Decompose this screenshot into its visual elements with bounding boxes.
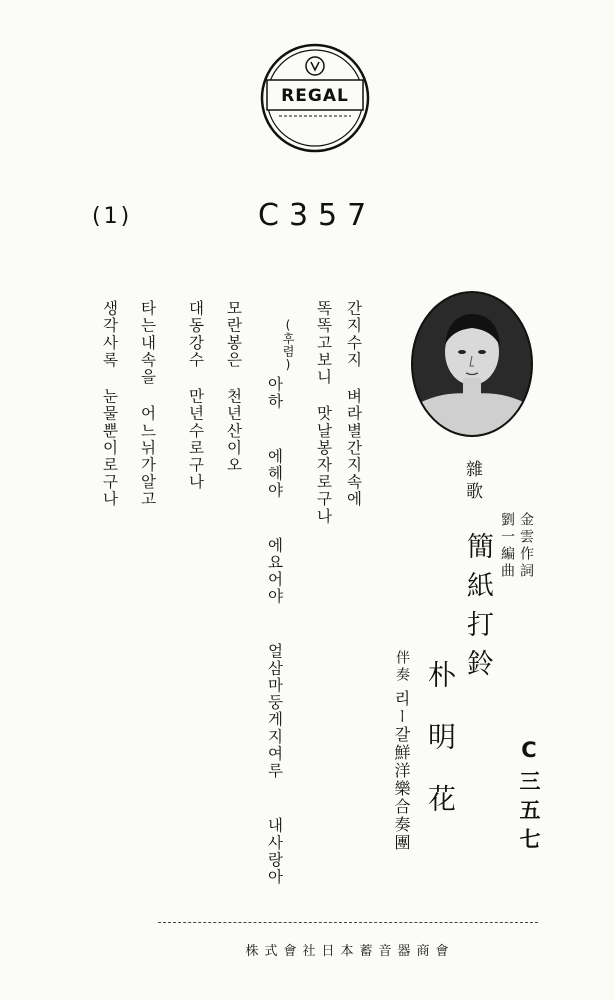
accompaniment-band: 리ー갈鮮洋樂合奏團: [392, 690, 411, 852]
accompaniment-label: 伴奏: [394, 650, 410, 684]
lyric-line: 타는내속을 어느뉘가알고: [138, 300, 157, 508]
song-title: 簡紙打鈴: [462, 532, 493, 688]
singer-portrait: [410, 290, 534, 438]
genre: 雜歌: [462, 460, 482, 504]
publisher: 株式會社日本蓄音器商會: [245, 944, 455, 959]
side-number: (1): [92, 204, 133, 229]
chorus-label: (후렴): [281, 318, 295, 372]
portrait-image: [410, 290, 534, 438]
lyric-line: 똑똑고보니 맛날봉자로구나: [314, 300, 333, 525]
lyric-line: 생각사록 눈물뿐이로구나: [100, 300, 119, 508]
singer-name: 朴明花: [424, 660, 457, 846]
catalog-number: C357: [258, 198, 377, 233]
arranger-credit: 劉一編曲: [499, 512, 515, 580]
lyric-line: 모란봉은 천년산이오: [224, 300, 243, 474]
lyricist-credit: 金雲作詞: [518, 512, 534, 580]
lyric-line: 대동강수 만년수로구나: [186, 300, 205, 491]
catalog-number-kanji: C三五七: [517, 738, 541, 857]
chorus-line: 아하 에헤야 에요어야 얼삼마둥게지여루 내사랑아: [265, 376, 284, 886]
regal-logo: [259, 36, 371, 156]
brand-name: REGAL: [281, 86, 349, 106]
footer-divider: [158, 922, 538, 923]
lyric-line: 간지수지 벼라별간지속에: [344, 300, 363, 508]
